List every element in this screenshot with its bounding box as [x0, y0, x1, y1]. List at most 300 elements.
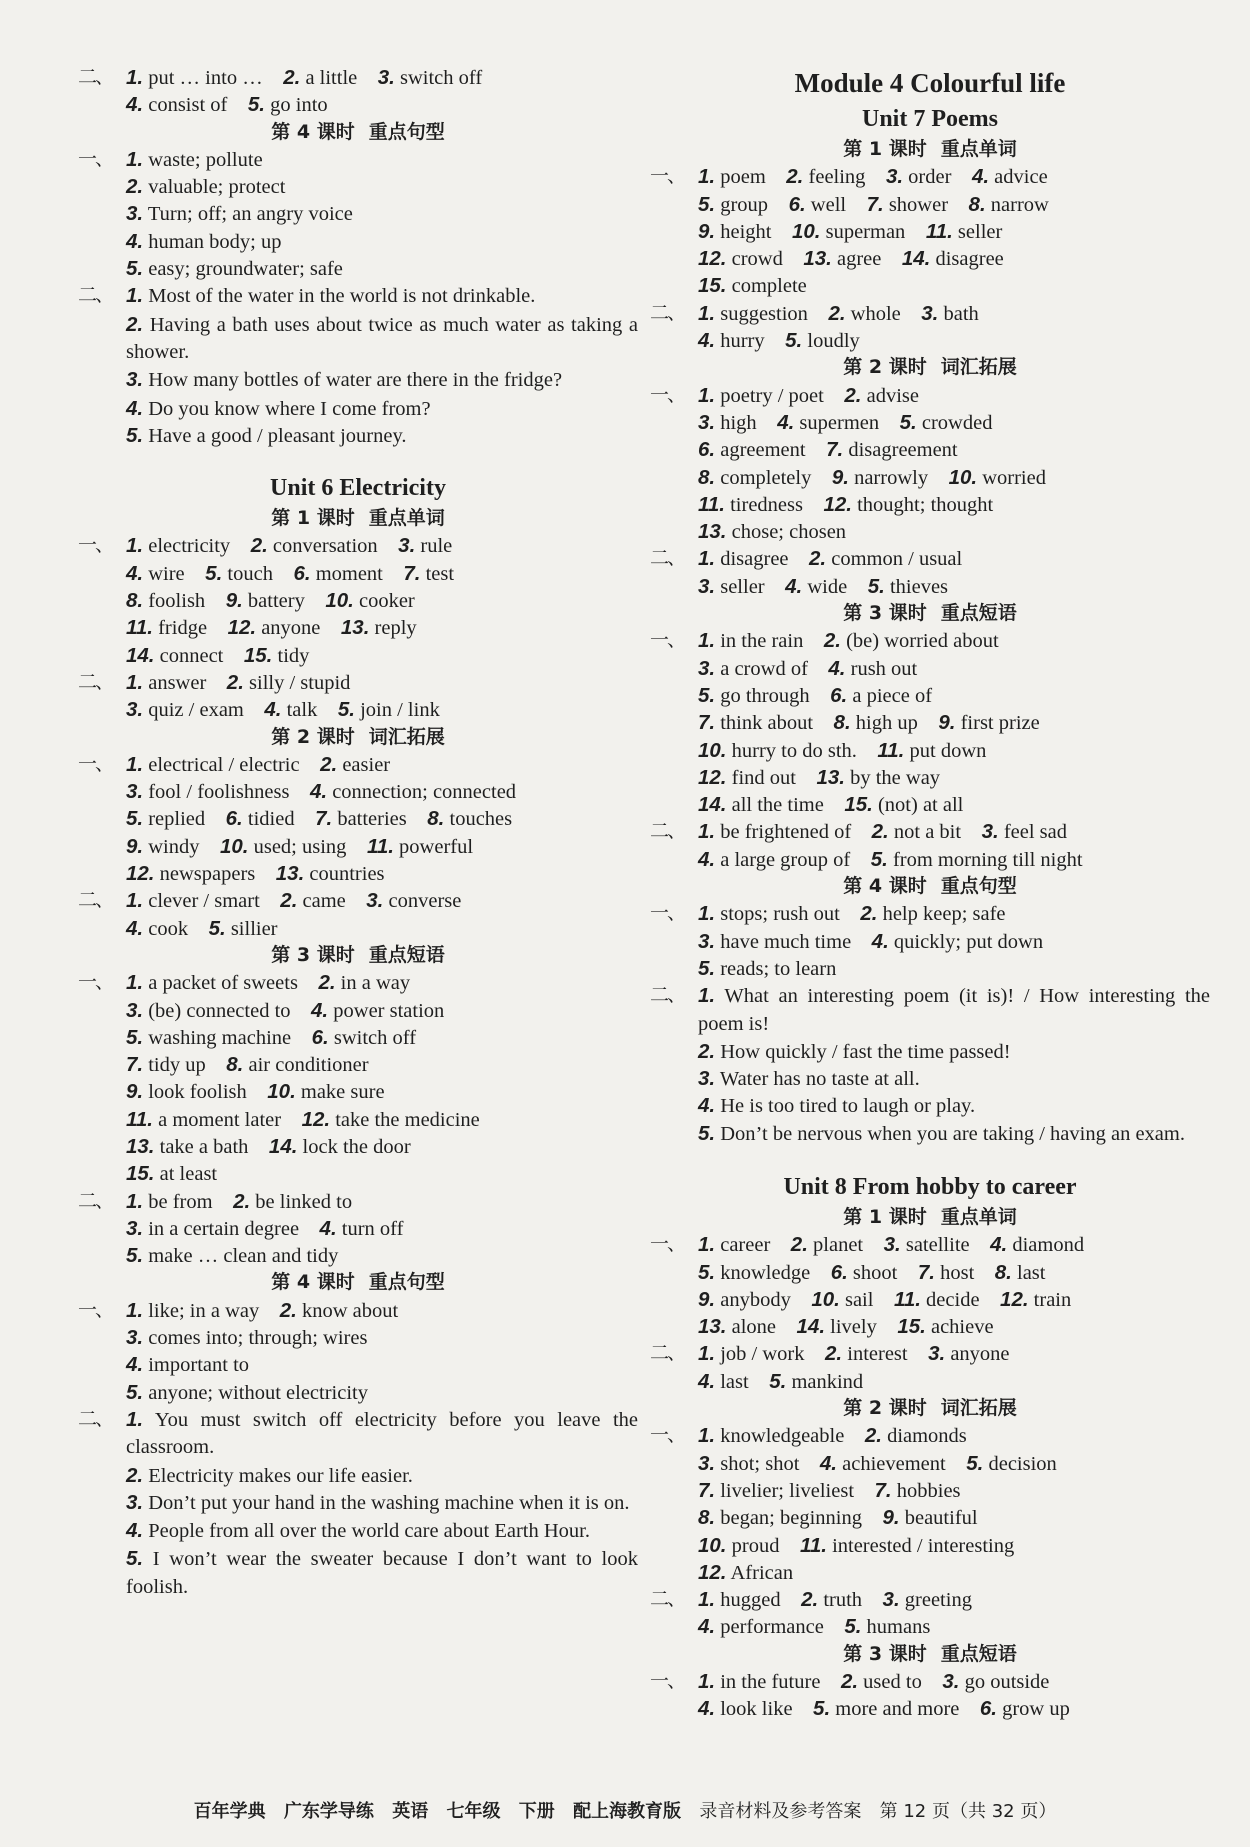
item-answer: newspapers: [159, 863, 256, 886]
item-number: 8.: [698, 1506, 716, 1530]
item-answer: reply: [374, 617, 417, 640]
answer-line: [78, 696, 638, 723]
answer-line: [650, 1340, 1210, 1367]
item-answer: go into: [270, 94, 328, 117]
item-answer: agree: [836, 248, 882, 271]
item-answer: a piece of: [852, 684, 933, 707]
item-answer: poem: [720, 166, 766, 189]
item-number: 8.: [833, 711, 851, 735]
answer-line: [78, 1078, 638, 1105]
answer-line: [650, 245, 1210, 272]
item-answer: take a bath: [159, 1135, 249, 1158]
item-answer: rule: [420, 535, 453, 558]
item-answer: high up: [855, 712, 918, 735]
answer-items: [650, 655, 917, 683]
item-answer: supermen: [799, 411, 880, 434]
item-number: 2.: [280, 889, 298, 913]
item-answer: satellite: [905, 1234, 970, 1257]
section-marker: 一、: [650, 1233, 685, 1256]
answer-line: [650, 409, 1210, 436]
unit-title: Unit 7 Poems: [862, 106, 998, 132]
answer-sentence: [78, 311, 638, 367]
item-answer: sillier: [230, 917, 278, 940]
item-number: 4.: [126, 1353, 144, 1377]
item-answer: wide: [807, 575, 848, 598]
item-answer: go through: [720, 684, 810, 707]
item-answer: proud: [731, 1534, 780, 1557]
item-answer: answer: [148, 671, 207, 694]
lesson-number: 第 4 课时: [843, 875, 927, 898]
answer-line: [78, 887, 638, 914]
item-answer: by the way: [850, 766, 941, 789]
item-answer: anyone: [950, 1343, 1010, 1366]
answer-items: [650, 791, 963, 819]
item-answer: disagree: [720, 548, 789, 571]
item-number: 5.: [785, 329, 803, 353]
item-answer: a little: [305, 67, 358, 89]
item-number: 2.: [790, 1233, 808, 1257]
item-number: 8.: [126, 589, 144, 613]
item-answer: achievement: [842, 1452, 946, 1475]
item-number: 7.: [126, 1053, 144, 1077]
item-number: 13.: [340, 616, 370, 640]
item-number: 1.: [698, 1424, 716, 1448]
item-number: 4.: [126, 396, 144, 420]
item-answer: disagree: [935, 248, 1004, 271]
item-number: 1.: [698, 820, 716, 844]
answer-items: [78, 887, 461, 915]
answer-line: [78, 200, 638, 227]
item-answer: planet: [813, 1234, 864, 1257]
item-answer: think about: [720, 712, 814, 735]
item-answer: put … into …: [148, 67, 263, 89]
item-number: 7.: [403, 561, 421, 585]
item-number: 1.: [698, 629, 716, 653]
footer-edition: 配上海教育版: [573, 1801, 682, 1822]
answer-items: [78, 860, 385, 888]
item-number: 5.: [966, 1451, 984, 1475]
answer-items: [650, 218, 1002, 246]
item-number: 5.: [247, 93, 265, 117]
answer-line: [650, 846, 1210, 873]
answer-sentence: [650, 982, 1210, 1038]
item-answer: African: [730, 1561, 794, 1584]
item-number: 7.: [866, 192, 884, 216]
footer-section: 录音材料及参考答案: [699, 1801, 862, 1822]
item-number: 9.: [698, 219, 716, 243]
item-number: 5.: [698, 1260, 716, 1284]
item-answer: used; using: [253, 835, 347, 858]
item-answer: quiz / exam: [148, 699, 244, 722]
answer-line: [650, 627, 1210, 654]
item-number: 7.: [826, 438, 844, 462]
item-answer: truth: [823, 1589, 863, 1612]
item-answer: feeling: [808, 166, 866, 189]
answer-line: [650, 955, 1210, 982]
answer-line: [78, 1051, 638, 1078]
item-answer: anybody: [720, 1288, 791, 1311]
lesson-heading: [650, 354, 1210, 381]
item-answer: talk: [286, 699, 318, 722]
item-answer: replied: [148, 808, 206, 831]
item-number: 3.: [126, 202, 144, 226]
answer-items: [78, 395, 431, 423]
item-number: 9.: [938, 711, 956, 735]
item-number: 11.: [698, 492, 725, 516]
item-answer: moment: [315, 562, 383, 585]
item-answer: lively: [830, 1316, 877, 1339]
lesson-number: 第 3 课时: [843, 1642, 927, 1665]
answer-line: [78, 1160, 638, 1187]
item-number: 1.: [698, 1588, 716, 1612]
item-answer: not a bit: [893, 821, 962, 844]
item-answer: achieve: [930, 1316, 994, 1339]
item-number: 2.: [823, 629, 841, 653]
answer-items: [650, 818, 1067, 846]
answer-items: [650, 1450, 1057, 1478]
answer-line: [650, 163, 1210, 190]
item-number: 9.: [225, 589, 243, 613]
item-number: 11.: [877, 738, 905, 762]
item-answer: order: [908, 166, 952, 189]
answer-line: [650, 1586, 1210, 1613]
footer-book: 广东学导练: [283, 1801, 374, 1822]
answer-items: [650, 1532, 1014, 1560]
item-answer: thieves: [889, 575, 949, 598]
item-number: 9.: [126, 1080, 144, 1104]
item-answer: touch: [227, 562, 273, 585]
item-answer: crowded: [921, 411, 993, 434]
item-number: 1.: [126, 1298, 144, 1322]
item-answer: beautiful: [904, 1507, 978, 1530]
item-number: 5.: [698, 192, 716, 216]
item-number: 3.: [366, 889, 384, 913]
item-number: 1.: [126, 752, 144, 776]
item-answer: windy: [148, 835, 200, 858]
item-answer: power station: [333, 999, 445, 1022]
answer-items: [78, 805, 512, 833]
item-number: 2.: [233, 1189, 251, 1213]
item-answer: (be) worried about: [846, 630, 999, 653]
item-number: 2.: [828, 301, 846, 325]
item-number: 10.: [698, 1533, 727, 1557]
item-answer: thought; thought: [857, 493, 994, 516]
item-number: 5.: [769, 1369, 787, 1393]
item-answer: Most of the water in the world is not drinkable.: [148, 285, 536, 308]
item-number: 9.: [126, 834, 144, 858]
item-number: 2.: [840, 1670, 859, 1694]
item-number: 4.: [777, 410, 795, 434]
item-answer: shower: [888, 193, 949, 216]
answer-items: [78, 560, 454, 588]
item-number: 15.: [897, 1315, 926, 1339]
lesson-number: 第 4 课时: [271, 120, 355, 143]
item-answer: in a way: [340, 972, 411, 995]
answer-line: [78, 778, 638, 805]
sentence-body: [126, 1520, 590, 1542]
item-number: 6.: [311, 1025, 329, 1049]
item-number: 3.: [698, 929, 716, 953]
item-answer: humans: [866, 1616, 931, 1639]
item-number: 1.: [126, 147, 144, 171]
item-answer: job / work: [720, 1343, 805, 1366]
item-answer: air conditioner: [248, 1054, 369, 1077]
answer-items: [650, 327, 860, 355]
item-answer: tidy: [277, 644, 310, 667]
item-answer: clever / smart: [148, 890, 260, 913]
item-number: 12.: [126, 862, 155, 886]
answer-line: [650, 272, 1210, 299]
item-answer: group: [720, 193, 769, 216]
item-number: 3.: [921, 301, 939, 325]
item-number: 1.: [698, 902, 716, 926]
answer-items: [650, 436, 958, 464]
answer-sentence: [78, 1406, 638, 1462]
item-number: 5.: [205, 561, 223, 585]
item-number: 13.: [803, 247, 832, 271]
answer-line: [78, 669, 638, 696]
answer-items: [650, 409, 992, 437]
item-number: 2.: [126, 175, 144, 199]
item-answer: advice: [994, 166, 1048, 189]
item-answer: join / link: [360, 699, 440, 722]
item-number: 4.: [871, 929, 889, 953]
item-answer: Water has no taste at all.: [719, 1068, 920, 1091]
answer-line: [78, 1133, 638, 1160]
answer-items: [650, 1065, 920, 1093]
spacer: [78, 449, 638, 471]
item-number: 6.: [830, 683, 848, 707]
answer-items: [78, 915, 278, 943]
answer-line: [650, 1477, 1210, 1504]
item-number: 9.: [882, 1506, 900, 1530]
item-answer: a packet of sweets: [148, 972, 298, 995]
lesson-topic: 重点句型: [368, 120, 445, 143]
answer-items: [78, 614, 417, 642]
item-number: 3.: [126, 368, 144, 392]
answer-line: [78, 532, 638, 559]
section-marker: 一、: [78, 534, 113, 557]
item-number: 3.: [126, 780, 144, 804]
answer-line: [650, 1368, 1210, 1395]
item-number: 6.: [698, 438, 716, 462]
item-answer: People from all over the world care about Earth Hour.: [148, 1520, 590, 1543]
item-answer: touches: [449, 808, 513, 831]
item-number: 3.: [698, 656, 716, 680]
item-number: 4.: [311, 998, 329, 1022]
item-number: 1.: [698, 1233, 716, 1257]
item-answer: look like: [720, 1698, 793, 1721]
item-number: 5.: [337, 698, 355, 722]
answer-items: [78, 1024, 416, 1052]
item-number: 12.: [698, 247, 727, 271]
item-answer: in a certain degree: [148, 1217, 300, 1240]
item-number: 7.: [874, 1478, 892, 1502]
item-number: 4.: [698, 847, 716, 871]
item-answer: fridge: [158, 617, 208, 640]
item-answer: electricity: [148, 535, 231, 558]
item-answer: foolish: [148, 590, 206, 613]
item-number: 12.: [227, 616, 257, 640]
item-answer: used to: [863, 1671, 922, 1694]
item-answer: livelier; liveliest: [720, 1479, 855, 1502]
lesson-topic: 重点短语: [940, 602, 1017, 625]
item-answer: go outside: [964, 1671, 1050, 1694]
item-answer: high: [720, 411, 757, 434]
answer-items: [78, 1051, 369, 1079]
lesson-number: 第 1 课时: [843, 1205, 927, 1228]
item-answer: conversation: [272, 535, 378, 558]
item-answer: tiredness: [730, 493, 803, 516]
item-number: 15.: [698, 274, 727, 298]
item-answer: help keep; safe: [882, 903, 1006, 926]
item-answer: feel sad: [1003, 821, 1067, 844]
answer-line: [78, 1242, 638, 1269]
page-footer: [0, 1797, 1250, 1823]
answer-items: [78, 200, 353, 228]
item-number: 5.: [867, 574, 885, 598]
item-number: 4.: [126, 916, 144, 940]
answer-items: [650, 573, 948, 601]
item-number: 3.: [126, 1490, 144, 1514]
item-answer: important to: [148, 1354, 250, 1377]
item-answer: What an interesting poem (it is)! / How interesting the poem is!: [698, 985, 1210, 1035]
section-marker: 一、: [650, 629, 685, 652]
item-answer: put down: [909, 739, 987, 762]
answer-line: [78, 228, 638, 255]
item-number: 6.: [293, 561, 311, 585]
answer-line: [78, 805, 638, 832]
lesson-topic: 重点句型: [368, 1271, 445, 1294]
answer-items: [78, 1078, 385, 1106]
item-number: 11.: [893, 1287, 921, 1311]
lesson-heading: [650, 600, 1210, 627]
item-answer: easier: [342, 753, 391, 776]
item-answer: valuable; protect: [148, 176, 286, 199]
lesson-heading: [78, 942, 638, 969]
answer-items: [78, 532, 452, 560]
answer-items: [650, 737, 986, 765]
answer-line: [650, 491, 1210, 518]
answer-line: [78, 64, 638, 91]
answer-line: [650, 1231, 1210, 1258]
item-answer: diamond: [1012, 1234, 1085, 1257]
lesson-number: 第 3 课时: [843, 602, 927, 625]
answer-items: [78, 642, 309, 670]
answer-line: [650, 573, 1210, 600]
item-answer: greeting: [904, 1589, 972, 1612]
lesson-topic: 词汇拓展: [368, 725, 445, 748]
answer-line: [650, 1695, 1210, 1722]
answer-line: [78, 915, 638, 942]
item-number: 5.: [698, 956, 716, 980]
answer-items: [650, 709, 1040, 737]
item-answer: tidy up: [148, 1054, 206, 1077]
answer-line: [650, 764, 1210, 791]
lesson-heading: [78, 724, 638, 751]
item-number: 14.: [268, 1134, 298, 1158]
answer-items: [650, 1231, 1084, 1259]
unit-title: Unit 8 From hobby to career: [783, 1173, 1077, 1200]
item-number: 10.: [325, 589, 354, 613]
item-number: 7.: [698, 711, 716, 735]
item-number: 4.: [126, 93, 144, 117]
item-answer: find out: [731, 766, 796, 789]
item-answer: more and more: [835, 1698, 960, 1721]
answer-line: [78, 1324, 638, 1351]
answer-items: [78, 1379, 368, 1407]
answer-items: [78, 1215, 403, 1243]
item-number: 11.: [799, 1533, 827, 1557]
item-answer: make sure: [300, 1081, 385, 1104]
answer-line: [78, 422, 638, 449]
item-number: 5.: [813, 1697, 831, 1721]
answer-items: [78, 91, 328, 119]
item-answer: Electricity makes our life easier.: [148, 1464, 413, 1487]
section-marker: 二、: [650, 301, 685, 324]
item-answer: I won’t wear the sweater because I don’t want to look foolish.: [126, 1548, 638, 1598]
item-number: 4.: [698, 1615, 716, 1639]
answer-items: [78, 778, 516, 806]
item-answer: hugged: [720, 1589, 781, 1612]
answer-items: [650, 272, 807, 300]
answer-line: [78, 1379, 638, 1406]
sentence-body: [126, 285, 535, 307]
answer-line: [650, 300, 1210, 327]
footer-subject: 英语: [392, 1801, 429, 1822]
item-number: 1.: [126, 66, 144, 89]
sentence-body: [126, 1492, 630, 1514]
answer-line: [650, 1038, 1210, 1065]
item-number: 8.: [994, 1260, 1012, 1284]
item-number: 14.: [796, 1315, 826, 1339]
item-answer: be frightened of: [720, 821, 852, 844]
section-marker: 二、: [650, 820, 685, 843]
item-number: 2.: [283, 66, 301, 89]
answer-items: [650, 1038, 1011, 1066]
item-number: 6.: [225, 807, 243, 831]
answer-items: [78, 1106, 480, 1134]
answer-sentence: [650, 1120, 1210, 1148]
answer-sentence: [78, 1517, 638, 1545]
answer-line: [650, 327, 1210, 354]
item-number: 5.: [126, 1380, 144, 1404]
answer-items: [650, 1340, 1010, 1368]
spacer: [650, 1148, 1210, 1170]
answer-items: [650, 1668, 1049, 1696]
item-number: 2.: [318, 971, 336, 995]
item-number: 14.: [901, 247, 931, 271]
answer-line: [78, 587, 638, 614]
answer-items: [78, 696, 440, 724]
answer-line: [650, 900, 1210, 927]
answer-items: [650, 1477, 961, 1505]
lesson-heading: [78, 1269, 638, 1296]
answer-line: [650, 1286, 1210, 1313]
item-answer: decide: [926, 1288, 980, 1311]
answer-line: [650, 737, 1210, 764]
section-marker: 二、: [78, 66, 113, 88]
answer-items: [650, 1586, 972, 1614]
item-answer: worried: [982, 466, 1046, 489]
item-number: 5.: [126, 1025, 144, 1049]
answer-items: [78, 173, 285, 201]
item-number: 8.: [427, 807, 445, 831]
item-number: 8.: [698, 465, 716, 489]
item-number: 1.: [126, 284, 144, 308]
item-number: 12.: [1000, 1287, 1029, 1311]
answer-items: [78, 228, 281, 256]
